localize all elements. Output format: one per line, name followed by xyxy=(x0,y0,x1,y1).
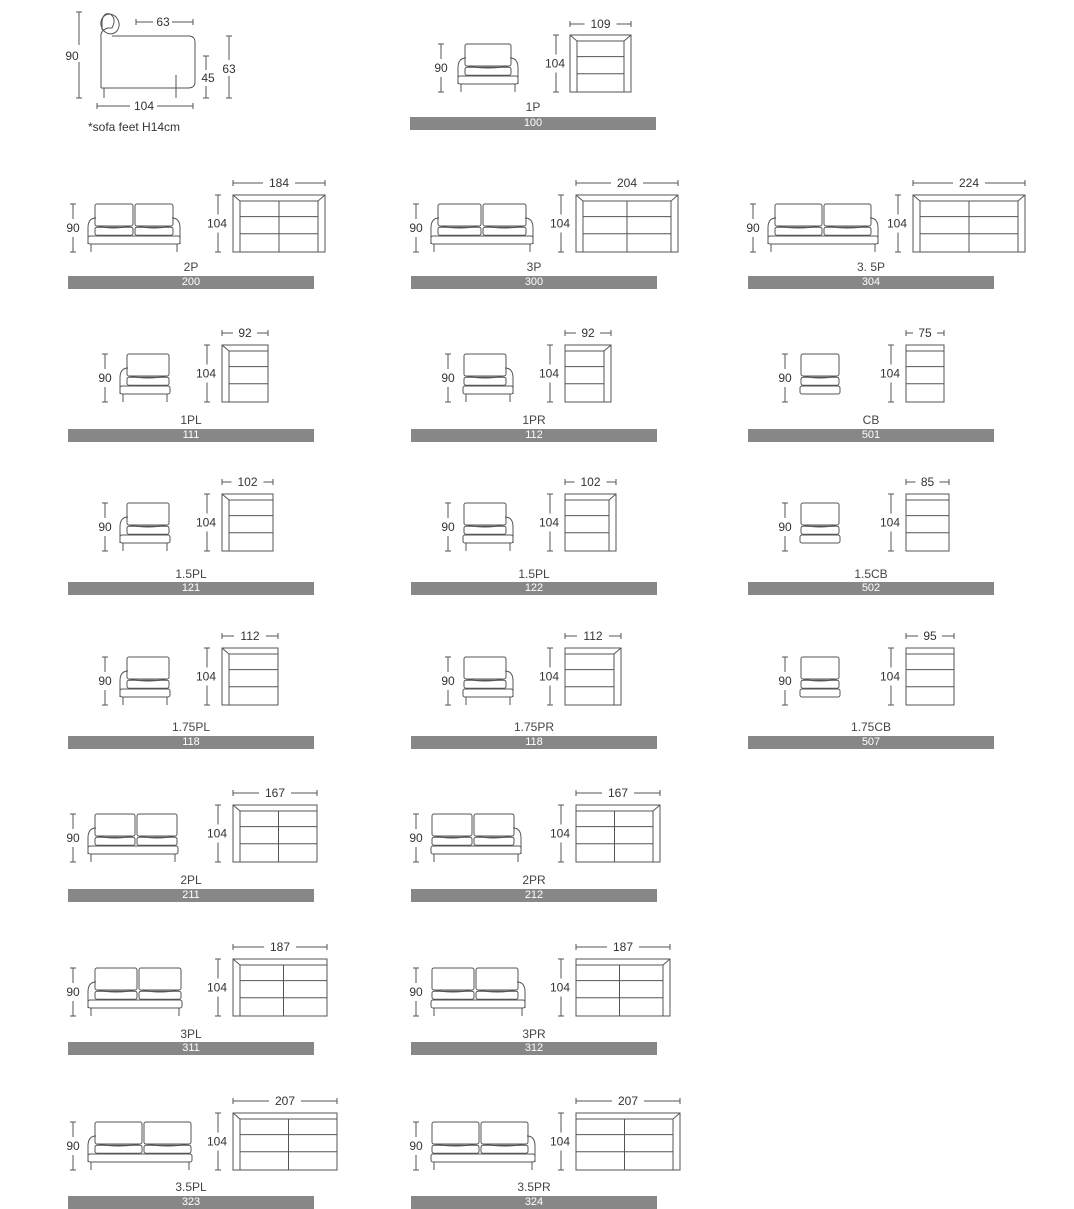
plan-outline xyxy=(565,648,621,705)
module-code-bar: 300 xyxy=(411,276,657,289)
backrest-cushion xyxy=(438,204,481,226)
backrest-cushion xyxy=(481,1122,528,1144)
plan-outline xyxy=(233,959,327,1016)
sofa-base xyxy=(800,386,840,394)
module-name: 3P xyxy=(526,260,542,274)
depth-dim: 104 xyxy=(195,669,217,684)
backrest-cushion xyxy=(801,657,839,679)
module-312 xyxy=(409,940,670,1016)
module-name: CB xyxy=(862,413,880,427)
module-name: 3PR xyxy=(522,1027,546,1041)
backrest-cushion xyxy=(432,814,472,836)
module-304 xyxy=(746,176,1025,252)
width-dim: 85 xyxy=(920,475,935,489)
backrest-cushion xyxy=(483,204,526,226)
plan-outline xyxy=(576,805,660,862)
module-name: 1PR xyxy=(522,413,546,427)
width-dim: 112 xyxy=(240,629,260,643)
width-dim: 167 xyxy=(264,786,286,800)
width-dim: 109 xyxy=(590,17,611,31)
module-code-bar: 111 xyxy=(68,429,314,442)
module-code-bar: 502 xyxy=(748,582,994,595)
seat-height-dim: 90 xyxy=(778,674,792,688)
sofa-base xyxy=(431,1154,535,1162)
depth-dim: 104 xyxy=(206,980,228,995)
depth-dim: 104 xyxy=(879,515,901,530)
width-dim: 102 xyxy=(237,475,258,489)
module-111 xyxy=(98,326,268,402)
seat-height-dim: 90 xyxy=(441,371,455,385)
width-dim: 184 xyxy=(268,176,290,190)
module-code-bar: 323 xyxy=(68,1196,314,1209)
seat-height-dim: 90 xyxy=(778,520,792,534)
depth-dim: 104 xyxy=(538,515,560,530)
backrest-cushion xyxy=(95,814,135,836)
header-top-width: 63 xyxy=(156,15,170,29)
plan-outline xyxy=(576,1113,680,1170)
sofa-base xyxy=(800,689,840,697)
width-dim: 95 xyxy=(923,629,937,643)
module-name: 3PL xyxy=(180,1027,202,1041)
plan-outline xyxy=(906,648,954,705)
seat-height-dim: 90 xyxy=(746,221,760,235)
sofa-base xyxy=(88,1154,192,1162)
depth-dim: 104 xyxy=(879,366,901,381)
sofa-base xyxy=(463,689,513,697)
module-323 xyxy=(66,1094,337,1170)
backrest-cushion xyxy=(137,814,177,836)
module-name: 2PR xyxy=(522,873,546,887)
module-name: 1.75PL xyxy=(171,720,211,734)
sofa-base xyxy=(120,535,170,543)
width-dim: 207 xyxy=(274,1094,296,1108)
module-code-bar: 312 xyxy=(411,1042,657,1055)
seat-height-dim: 90 xyxy=(98,674,112,688)
depth-dim: 104 xyxy=(549,980,571,995)
seat-height-dim: 90 xyxy=(441,520,455,534)
module-name: 1.75CB xyxy=(850,720,892,734)
module-name: 3.5PR xyxy=(517,1180,551,1194)
module-code-bar: 122 xyxy=(411,582,657,595)
plan-outline xyxy=(222,648,278,705)
module-name: 3. 5P xyxy=(856,260,886,274)
module-name: 1.75PR xyxy=(513,720,555,734)
module-name: 3.5PL xyxy=(175,1180,207,1194)
seat-height-dim: 90 xyxy=(98,520,112,534)
module-501 xyxy=(778,326,944,402)
sofa-base xyxy=(800,535,840,543)
module-212 xyxy=(409,786,660,862)
module-name: 1PL xyxy=(180,413,202,427)
sofa-base xyxy=(458,76,518,84)
backrest-cushion xyxy=(465,44,511,66)
width-dim: 224 xyxy=(958,176,980,190)
backrest-cushion xyxy=(775,204,822,226)
header-depth: 104 xyxy=(133,99,155,113)
module-code-bar: 324 xyxy=(411,1196,657,1209)
module-code-bar: 304 xyxy=(748,276,994,289)
module-code-bar: 212 xyxy=(411,889,657,902)
module-507 xyxy=(778,629,954,705)
plan-outline xyxy=(565,494,616,551)
module-200 xyxy=(66,176,325,252)
seat-height-dim: 90 xyxy=(409,1139,423,1153)
depth-dim: 104 xyxy=(549,826,571,841)
header-side-profile xyxy=(76,12,232,109)
sofa-base xyxy=(88,846,178,854)
depth-dim: 104 xyxy=(195,366,217,381)
sofa-base xyxy=(120,386,170,394)
module-code-bar: 211 xyxy=(68,889,314,902)
width-dim: 102 xyxy=(580,475,601,489)
backrest-cushion xyxy=(127,503,169,525)
depth-dim: 104 xyxy=(886,216,908,231)
width-dim: 92 xyxy=(238,326,252,340)
depth-dim: 104 xyxy=(538,669,560,684)
header-arm-height-b: 63 xyxy=(222,62,236,76)
header-arm-height-a: 45 xyxy=(201,71,215,85)
seat-height-dim: 90 xyxy=(66,1139,80,1153)
sofa-base xyxy=(768,236,878,244)
depth-dim: 104 xyxy=(195,515,217,530)
module-122 xyxy=(441,475,616,551)
module-code-bar: 200 xyxy=(68,276,314,289)
module-code-bar: 507 xyxy=(748,736,994,749)
module-118 xyxy=(98,629,278,705)
module-324 xyxy=(409,1094,680,1170)
backrest-cushion xyxy=(801,354,839,376)
depth-dim: 104 xyxy=(549,216,571,231)
width-dim: 112 xyxy=(583,629,603,643)
backrest-cushion xyxy=(95,204,133,226)
module-code-bar: 118 xyxy=(68,736,314,749)
sofa-base xyxy=(431,846,521,854)
module-name: 1.5CB xyxy=(854,567,888,581)
plan-outline xyxy=(233,805,317,862)
seat-height-dim: 90 xyxy=(409,831,423,845)
backrest-cushion xyxy=(95,968,137,990)
module-code-bar: 100 xyxy=(410,117,656,130)
backrest-cushion xyxy=(464,503,506,525)
module-code-bar: 112 xyxy=(411,429,657,442)
plan-outline xyxy=(233,1113,337,1170)
seat-height-dim: 90 xyxy=(66,221,80,235)
side-profile-outline xyxy=(101,14,195,88)
module-311 xyxy=(66,940,327,1016)
backrest-cushion xyxy=(95,1122,142,1144)
seat-height-dim: 90 xyxy=(66,985,80,999)
seat-height-dim: 90 xyxy=(778,371,792,385)
backrest-cushion xyxy=(135,204,173,226)
backrest-cushion xyxy=(127,354,169,376)
sofa-base xyxy=(463,386,513,394)
sofa-base xyxy=(120,689,170,697)
sofa-base xyxy=(88,1000,182,1008)
module-1p xyxy=(434,17,631,92)
sofa-base xyxy=(463,535,513,543)
module-code-bar: 118 xyxy=(411,736,657,749)
backrest-cushion xyxy=(432,1122,479,1144)
module-name: 1.5PL xyxy=(175,567,207,581)
plan-outline xyxy=(570,35,631,92)
module-502 xyxy=(778,475,949,551)
sofa-base xyxy=(88,236,180,244)
width-dim: 187 xyxy=(269,940,291,954)
depth-dim: 104 xyxy=(206,826,228,841)
depth-dim: 104 xyxy=(544,56,566,71)
backrest-cushion xyxy=(824,204,871,226)
width-dim: 187 xyxy=(612,940,634,954)
plan-outline xyxy=(906,345,944,402)
width-dim: 167 xyxy=(607,786,629,800)
width-dim: 207 xyxy=(617,1094,639,1108)
backrest-cushion xyxy=(464,354,506,376)
sofa-base xyxy=(431,1000,525,1008)
depth-dim: 104 xyxy=(538,366,560,381)
width-dim: 75 xyxy=(918,326,932,340)
depth-dim: 104 xyxy=(206,1134,228,1149)
backrest-cushion xyxy=(144,1122,191,1144)
seat-height-dim: 90 xyxy=(434,61,448,75)
depth-dim: 104 xyxy=(549,1134,571,1149)
backrest-cushion xyxy=(474,814,514,836)
module-code-bar: 121 xyxy=(68,582,314,595)
plan-outline xyxy=(906,494,949,551)
module-112 xyxy=(441,326,611,402)
sofa-base xyxy=(431,236,533,244)
backrest-cushion xyxy=(464,657,506,679)
module-name: 2P xyxy=(183,260,199,274)
sofa-feet-note: *sofa feet H14cm xyxy=(88,120,181,134)
backrest-cushion xyxy=(139,968,181,990)
depth-dim: 104 xyxy=(206,216,228,231)
width-dim: 92 xyxy=(581,326,595,340)
seat-height-dim: 90 xyxy=(441,674,455,688)
module-121 xyxy=(98,475,273,551)
module-118 xyxy=(441,629,621,705)
backrest-cushion xyxy=(476,968,518,990)
plan-outline xyxy=(576,959,670,1016)
seat-height-dim: 90 xyxy=(66,831,80,845)
backrest-cushion xyxy=(127,657,169,679)
module-211 xyxy=(66,786,317,862)
seat-height-dim: 90 xyxy=(98,371,112,385)
plan-outline xyxy=(222,494,273,551)
module-code-bar: 501 xyxy=(748,429,994,442)
backrest-cushion xyxy=(432,968,474,990)
backrest-cushion xyxy=(801,503,839,525)
header-seat-height: 90 xyxy=(65,49,79,63)
module-name: 2PL xyxy=(180,873,202,887)
module-name: 1.5PL xyxy=(518,567,550,581)
seat-height-dim: 90 xyxy=(409,985,423,999)
module-code-bar: 311 xyxy=(68,1042,314,1055)
depth-dim: 104 xyxy=(879,669,901,684)
module-name: 1P xyxy=(525,100,541,114)
seat-height-dim: 90 xyxy=(409,221,423,235)
width-dim: 204 xyxy=(616,176,638,190)
module-300 xyxy=(409,176,678,252)
